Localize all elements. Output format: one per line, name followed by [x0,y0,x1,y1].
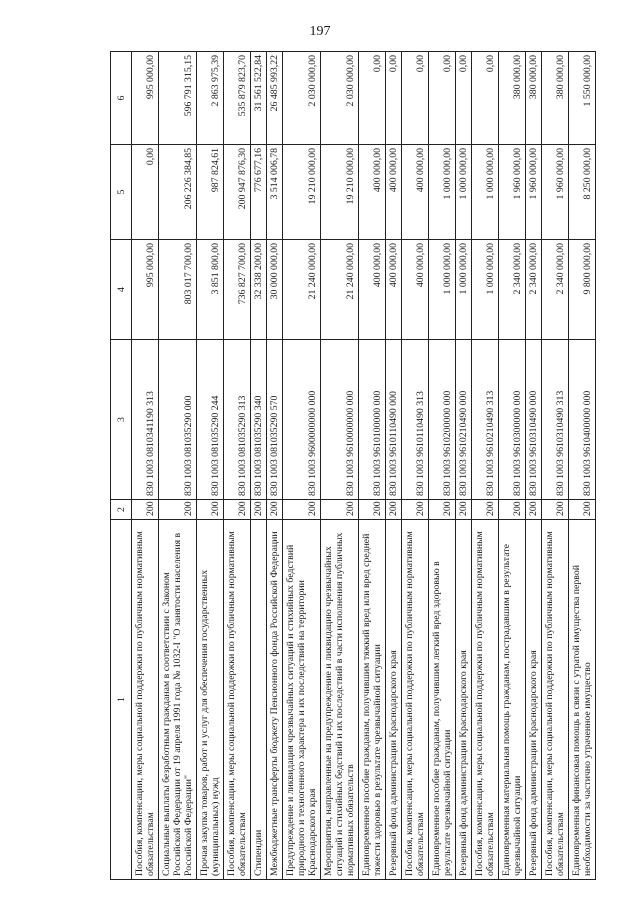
row-code-cell: 200 [402,500,429,520]
table-row [197,52,224,880]
row-executed-amount-cell: 1 960 000,00 [542,145,569,240]
row-remaining-amount-cell: 2 863 975,39 [197,52,224,145]
row-approved-amount-cell: 32 338 200,00 [251,240,267,340]
row-executed-amount-cell: 200 947 876,30 [224,145,251,240]
row-name-cell: Пособия, компенсации, меры социальной поддержки по публичным нормативным обязательствам [472,520,499,880]
row-approved-amount-cell: 400 000,00 [402,240,429,340]
row-approved-amount-cell: 803 017 700,00 [159,240,197,340]
row-classification-cell: 830 1003 9610210490 000 [456,340,472,500]
row-classification-cell: 830 1003 9610210490 313 [472,340,499,500]
row-executed-amount-cell: 1 000 000,00 [472,145,499,240]
row-approved-amount-cell: 30 000 000,00 [267,240,283,340]
row-approved-amount-cell: 400 000,00 [359,240,386,340]
row-classification-cell: 830 1003 9610400000 000 [569,340,596,500]
row-remaining-amount-cell: 26 485 993,22 [267,52,283,145]
row-approved-amount-cell: 1 000 000,00 [429,240,456,340]
rotated-table-container [110,50,640,880]
row-code-cell: 200 [267,500,283,520]
row-executed-amount-cell: 1 960 000,00 [526,145,542,240]
row-classification-cell: 830 1003 9600000000 000 [283,340,321,500]
table-row [283,52,321,880]
table-row [542,52,569,880]
row-remaining-amount-cell: 0,00 [429,52,456,145]
row-name-cell: Резервный фонд администрации Краснодарского края [386,520,402,880]
table-row [569,52,596,880]
row-classification-cell: 830 1003 081035290 340 [251,340,267,500]
table-row [386,52,402,880]
row-classification-cell: 830 1003 9610110490 000 [386,340,402,500]
row-code-cell: 200 [132,500,159,520]
row-name-cell: Пособия, компенсации, меры социальной поддержки по публичным нормативным обязательствам [542,520,569,880]
row-executed-amount-cell: 8 250 000,00 [569,145,596,240]
row-name-cell: Пособия, компенсации, меры социальной поддержки по публичным нормативным обязательствам [402,520,429,880]
table-row [159,52,197,880]
table-row [321,52,359,880]
row-code-cell: 200 [499,500,526,520]
row-code-cell: 200 [542,500,569,520]
column-header: 3 [111,340,132,500]
row-code-cell: 200 [526,500,542,520]
row-remaining-amount-cell: 380 000,00 [542,52,569,145]
row-approved-amount-cell: 400 000,00 [386,240,402,340]
page-number: 197 [309,24,331,39]
column-header: 5 [111,145,132,240]
row-name-cell: Пособия, компенсации, меры социальной поддержки по публичным нормативным обязательствам [132,520,159,880]
row-executed-amount-cell: 206 226 384,85 [159,145,197,240]
row-executed-amount-cell: 3 514 006,78 [267,145,283,240]
row-executed-amount-cell: 400 000,00 [402,145,429,240]
row-remaining-amount-cell: 2 030 000,00 [283,52,321,145]
table-row [132,52,159,880]
row-code-cell: 200 [197,500,224,520]
row-classification-cell: 830 1003 0810341190 313 [132,340,159,500]
table-header-row [111,52,132,880]
row-classification-cell: 830 1003 9610000000 000 [321,340,359,500]
row-name-cell: Единовременная финансовая помощь в связи с утратой имущества первой необходимости за частично утраченное имущество [569,520,596,880]
row-remaining-amount-cell: 2 030 000,00 [321,52,359,145]
row-remaining-amount-cell: 0,00 [386,52,402,145]
row-name-cell: Резервный фонд администрации Краснодарского края [456,520,472,880]
table-row [429,52,456,880]
row-remaining-amount-cell: 380 000,00 [499,52,526,145]
column-header: 4 [111,240,132,340]
table-row [402,52,429,880]
row-code-cell: 200 [429,500,456,520]
row-approved-amount-cell: 3 851 800,00 [197,240,224,340]
row-remaining-amount-cell: 596 791 315,15 [159,52,197,145]
row-name-cell: Межбюджетные трансферты бюджету Пенсионного фонда Российской Федерации [267,520,283,880]
row-approved-amount-cell: 2 340 000,00 [542,240,569,340]
row-code-cell: 200 [283,500,321,520]
row-code-cell: 200 [569,500,596,520]
row-name-cell: Единовременное пособие гражданам, получившим тяжкий вред или вред средней тяжести здоровью в результате чрезвычайной ситуации [359,520,386,880]
row-remaining-amount-cell: 1 550 000,00 [569,52,596,145]
row-executed-amount-cell: 400 000,00 [386,145,402,240]
row-classification-cell: 830 1003 081035290 313 [224,340,251,500]
column-header: 2 [111,500,132,520]
row-classification-cell: 830 1003 081035290 000 [159,340,197,500]
row-name-cell: Прочая закупка товаров, работ и услуг для обеспечения государственных (муниципальных) нужд [197,520,224,880]
row-executed-amount-cell: 987 824,61 [197,145,224,240]
table-row [472,52,499,880]
row-remaining-amount-cell: 0,00 [359,52,386,145]
row-name-cell: Единовременная материальная помощь гражданам, пострадавшим в результате чрезвычайной ситуации [499,520,526,880]
row-approved-amount-cell: 1 000 000,00 [456,240,472,340]
row-classification-cell: 830 1003 9610310490 313 [542,340,569,500]
row-approved-amount-cell: 995 000,00 [132,240,159,340]
table-row [267,52,283,880]
table-body [132,52,596,880]
row-classification-cell: 830 1003 9610100000 000 [359,340,386,500]
table-row [359,52,386,880]
row-name-cell: Единовременное пособие гражданам, получившим легкий вред здоровью в результате чрезвычайной ситуации [429,520,456,880]
budget-table [110,51,596,880]
row-code-cell: 200 [224,500,251,520]
row-classification-cell: 830 1003 9610200000 000 [429,340,456,500]
row-name-cell: Пособия, компенсации, меры социальной поддержки по публичным нормативным обязательствам [224,520,251,880]
column-header: 6 [111,52,132,145]
row-executed-amount-cell: 1 000 000,00 [456,145,472,240]
row-name-cell: Стипендии [251,520,267,880]
row-classification-cell: 830 1003 9610110490 313 [402,340,429,500]
row-remaining-amount-cell: 31 561 522,84 [251,52,267,145]
table-row [456,52,472,880]
row-remaining-amount-cell: 535 879 823,70 [224,52,251,145]
row-approved-amount-cell: 21 240 000,00 [321,240,359,340]
row-approved-amount-cell: 1 000 000,00 [472,240,499,340]
row-approved-amount-cell: 2 340 000,00 [526,240,542,340]
row-remaining-amount-cell: 0,00 [402,52,429,145]
table-row [526,52,542,880]
row-executed-amount-cell: 19 210 000,00 [321,145,359,240]
row-remaining-amount-cell: 380 000,00 [526,52,542,145]
row-name-cell: Резервный фонд администрации Краснодарского края [526,520,542,880]
row-approved-amount-cell: 2 340 000,00 [499,240,526,340]
row-code-cell: 200 [456,500,472,520]
row-approved-amount-cell: 21 240 000,00 [283,240,321,340]
row-classification-cell: 830 1003 081035290 570 [267,340,283,500]
row-name-cell: Социальные выплаты безработным гражданам в соответствии с Законом Российской Федерации от 19 апреля 1991 года № 1032-I "О занятости населения в Российской Федерации" [159,520,197,880]
row-code-cell: 200 [386,500,402,520]
rotated-table-area [110,50,640,880]
row-approved-amount-cell: 736 827 700,00 [224,240,251,340]
row-code-cell: 200 [251,500,267,520]
row-classification-cell: 830 1003 081035290 244 [197,340,224,500]
row-code-cell: 200 [159,500,197,520]
row-executed-amount-cell: 0,00 [132,145,159,240]
table-row [224,52,251,880]
column-header: 1 [111,520,132,880]
row-approved-amount-cell: 9 800 000,00 [569,240,596,340]
row-code-cell: 200 [472,500,499,520]
row-remaining-amount-cell: 995 000,00 [132,52,159,145]
row-name-cell: Мероприятия, направленные на предупреждение и ликвидацию чрезвычайных ситуаций и стихийных бедствий и их последствий в части исполнения публичных нормативных обязательств [321,520,359,880]
row-code-cell: 200 [321,500,359,520]
row-executed-amount-cell: 1 960 000,00 [499,145,526,240]
row-executed-amount-cell: 400 000,00 [359,145,386,240]
row-remaining-amount-cell: 0,00 [456,52,472,145]
table-row [251,52,267,880]
row-classification-cell: 830 1003 9610310490 000 [526,340,542,500]
row-executed-amount-cell: 1 000 000,00 [429,145,456,240]
row-classification-cell: 830 1003 9610300000 000 [499,340,526,500]
row-executed-amount-cell: 776 677,16 [251,145,267,240]
row-remaining-amount-cell: 0,00 [472,52,499,145]
row-code-cell: 200 [359,500,386,520]
row-executed-amount-cell: 19 210 000,00 [283,145,321,240]
table-row [499,52,526,880]
row-name-cell: Предупреждение и ликвидация чрезвычайных ситуаций и стихийных бедствий природного и техногенного характера и их последствий на территории Краснодарского края [283,520,321,880]
